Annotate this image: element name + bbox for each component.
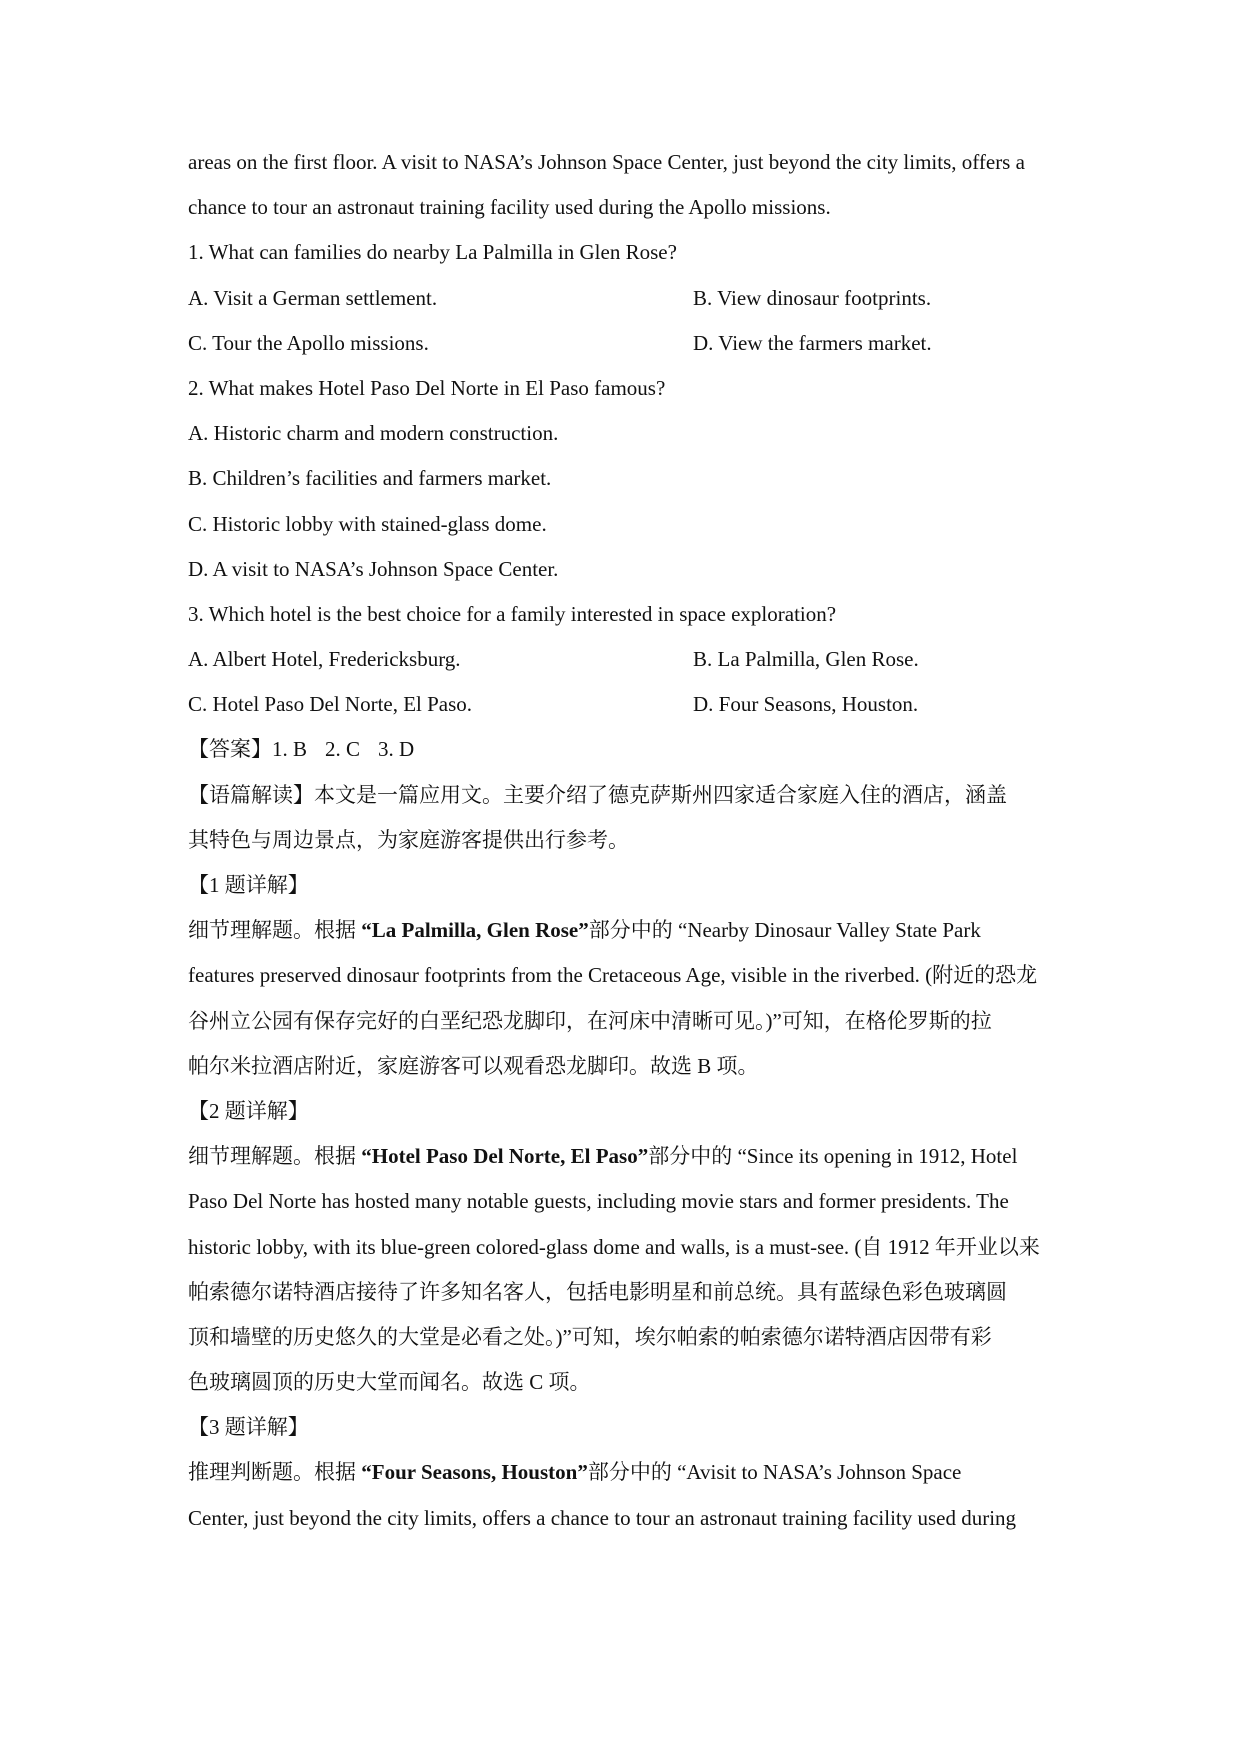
option-row bbox=[188, 682, 1050, 727]
reading-line: 其特色与周边景点，为家庭游客提供出行参考。 bbox=[188, 827, 629, 852]
option-row bbox=[188, 276, 1050, 321]
quote-text: 部分中的 “Since its opening in 1912, Hotel bbox=[648, 1144, 1018, 1169]
explanation-line: 谷州立公园有保存完好的白垩纪恐龙脚印，在河床中清晰可见。)”可知，在格伦罗斯的拉 bbox=[188, 1008, 992, 1033]
question-stem: 3. Which hotel is the best choice for a family interested in space exploration? bbox=[188, 601, 837, 626]
reading-line bbox=[188, 773, 1050, 818]
question-type: 推理判断题。根据 bbox=[188, 1460, 356, 1485]
answer-item: 1. B bbox=[272, 737, 308, 762]
explanation-line bbox=[188, 908, 1050, 953]
explanation-line: 顶和墙壁的历史悠久的大堂是必看之处。)”可知，埃尔帕索的帕索德尔诺特酒店因带有彩 bbox=[188, 1324, 992, 1349]
option-c: C. Tour the Apollo missions. bbox=[188, 330, 429, 355]
explanation-line: 帕尔米拉酒店附近，家庭游客可以观看恐龙脚印。故选 B 项。 bbox=[188, 1053, 759, 1078]
explanation-line: features preserved dinosaur footprints from the Cretaceous Age, visible in the riverbed. (附近的恐龙 bbox=[188, 963, 1038, 988]
answer-label: 【答案】 bbox=[188, 737, 272, 762]
explanation-line: 帕索德尔诺特酒店接待了许多知名客人，包括电影明星和前总统。具有蓝绿色彩色玻璃圆 bbox=[188, 1279, 1007, 1304]
option-a: A. Albert Hotel, Fredericksburg. bbox=[188, 647, 461, 672]
explanation-heading: 【3 题详解】 bbox=[188, 1415, 309, 1440]
option-row bbox=[188, 637, 1050, 682]
source-section: “La Palmilla, Glen Rose” bbox=[361, 918, 589, 943]
source-section: “Four Seasons, Houston” bbox=[361, 1460, 588, 1485]
quote-text: 部分中的 “Avisit to NASA’s Johnson Space bbox=[587, 1460, 962, 1485]
explanation-line bbox=[188, 1134, 1050, 1179]
explanation-line: Center, just beyond the city limits, offers a chance to tour an astronaut training facility used during bbox=[188, 1505, 1017, 1530]
option-c: C. Hotel Paso Del Norte, El Paso. bbox=[188, 692, 473, 717]
question-stem: 2. What makes Hotel Paso Del Norte in El Paso famous? bbox=[188, 375, 666, 400]
reading-label: 【语篇解读】 bbox=[188, 782, 314, 807]
passage-line: areas on the first floor. A visit to NASA’s Johnson Space Center, just beyond the city limits, offers a bbox=[188, 150, 1025, 174]
explanation-line: Paso Del Norte has hosted many notable guests, including movie stars and former presidents. The bbox=[188, 1189, 1009, 1214]
answer-line bbox=[188, 727, 1050, 772]
question-type: 细节理解题。根据 bbox=[188, 1144, 356, 1169]
option-b: B. La Palmilla, Glen Rose. bbox=[693, 647, 919, 672]
quote-text: 部分中的 “Nearby Dinosaur Valley State Park bbox=[588, 918, 981, 943]
option-d: D. View the farmers market. bbox=[693, 330, 932, 355]
explanation-line: historic lobby, with its blue-green colored-glass dome and walls, is a must-see. (自 1912 年开业以来 bbox=[188, 1234, 1040, 1259]
document-page bbox=[188, 140, 1050, 1541]
option-d: D. Four Seasons, Houston. bbox=[693, 692, 919, 717]
explanation-heading: 【1 题详解】 bbox=[188, 873, 309, 897]
explanation-heading: 【2 题详解】 bbox=[188, 1098, 309, 1123]
source-section: “Hotel Paso Del Norte, El Paso” bbox=[361, 1144, 649, 1169]
explanation-line bbox=[188, 1450, 1050, 1495]
answer-item: 2. C bbox=[325, 737, 361, 762]
option-d: D. A visit to NASA’s Johnson Space Center. bbox=[188, 556, 559, 581]
option-c: C. Historic lobby with stained-glass dome. bbox=[188, 511, 547, 536]
explanation-line: 色玻璃圆顶的历史大堂而闻名。故选 C 项。 bbox=[188, 1370, 591, 1395]
option-a: A. Historic charm and modern construction. bbox=[188, 421, 559, 446]
option-a: A. Visit a German settlement. bbox=[188, 285, 438, 310]
option-b: B. View dinosaur footprints. bbox=[693, 285, 932, 310]
answer-item: 3. D bbox=[378, 737, 415, 762]
option-row bbox=[188, 321, 1050, 366]
question-stem: 1. What can families do nearby La Palmilla in Glen Rose? bbox=[188, 240, 677, 265]
question-type: 细节理解题。根据 bbox=[188, 918, 356, 943]
passage-line: chance to tour an astronaut training facility used during the Apollo missions. bbox=[188, 195, 831, 220]
option-b: B. Children’s facilities and farmers market. bbox=[188, 466, 552, 491]
reading-text: 本文是一篇应用文。主要介绍了德克萨斯州四家适合家庭入住的酒店，涵盖 bbox=[314, 782, 1007, 807]
